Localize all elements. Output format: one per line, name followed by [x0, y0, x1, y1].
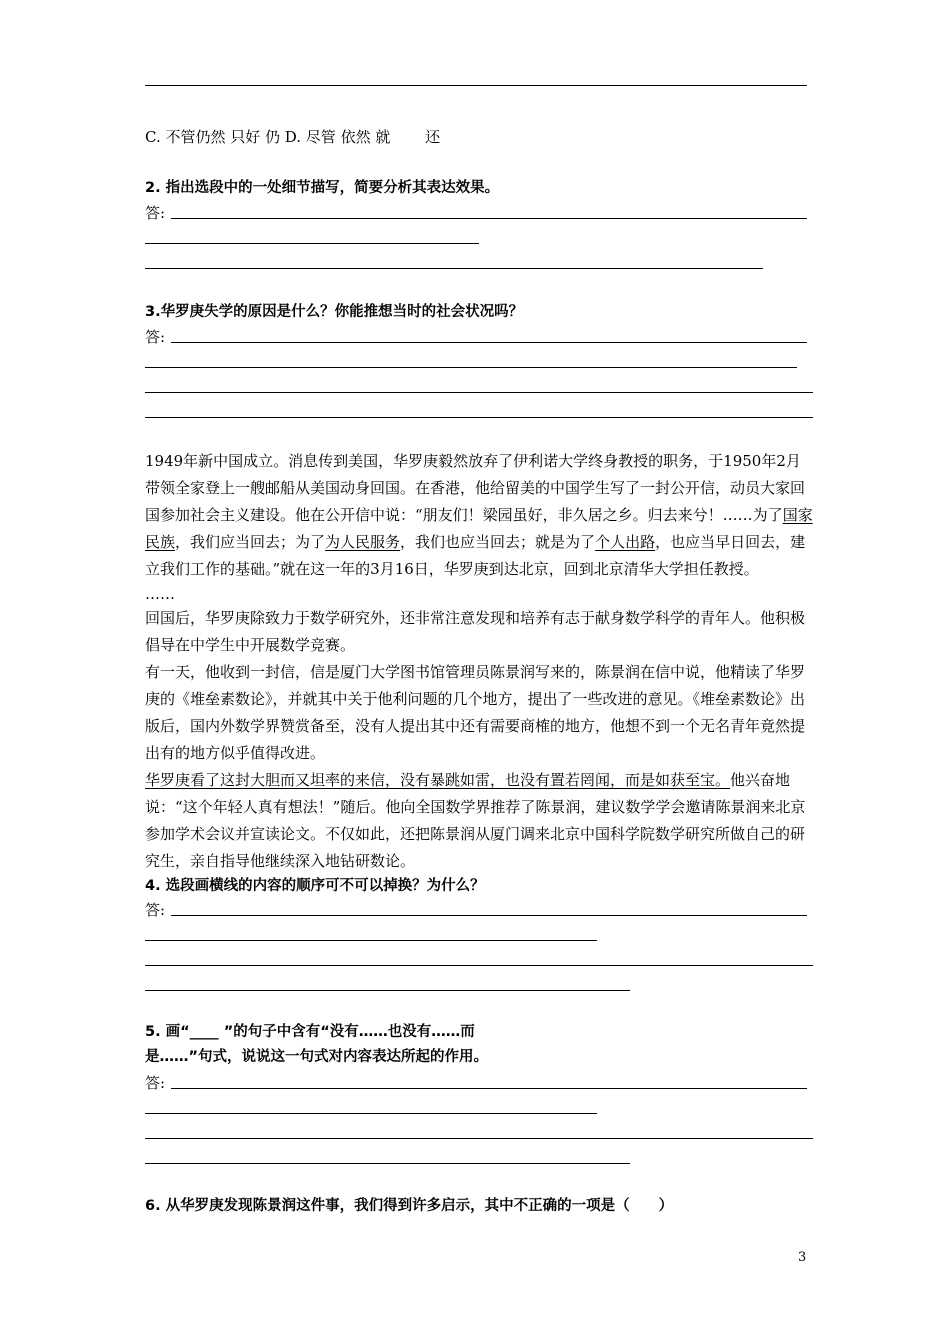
reading-passage — [145, 448, 815, 875]
passage-paragraph-4: 华罗庚看了这封大胆而又坦率的来信，没有暴跳如雷，也没有置若罔闻，而是如获至宝。他兴奋地说：“这个年轻人真有想法！”随后。他向全国数学界推荐了陈景润，建议数学学会邀请陈景润来北京参加学术会议并宣读论文。不仅如此，还把陈景润从厦门调来北京中国科学院数学研究所做自己的研究生，亲自指导他继续深入地钻研数论。 — [145, 771, 806, 870]
answer-line[interactable] — [145, 417, 813, 418]
answer-line[interactable] — [171, 342, 807, 343]
answer-label-q2: 答: — [145, 204, 166, 222]
answer-line[interactable] — [171, 1088, 807, 1089]
answer-line[interactable] — [145, 1138, 813, 1139]
underlined-phrase: 个人出路 — [595, 533, 656, 551]
passage-paragraph-1: 1949年新中国成立。消息传到美国，华罗庚毅然放弃了伊利诺大学终身教授的职务，于1950年2月带领全家登上一艘邮船从美国动身回国。在香港，他给留美的中国学生写了一封公开信，动员大家回国参加社会主义建设。他在公开信中说：“朋友们！梁园虽好，非久居之乡。归去来兮！……为了国家民族，我们应当回去；为了为人民服务，我们也应当回去；就是为了个人出路，也应当早日回去，建立我们工作的基础。”就在这一年的3月16日，华罗庚到达北京，回到北京清华大学担任教授。 — [145, 452, 813, 578]
answer-line[interactable] — [145, 1113, 597, 1114]
answer-label-q3: 答: — [145, 328, 166, 346]
answer-line[interactable] — [145, 990, 630, 991]
underlined-phrase: 为人民服务 — [325, 533, 401, 551]
underlined-sentence: 华罗庚看了这封大胆而又坦率的来信，没有暴跳如雷，也没有置若罔闻，而是如获至宝。 — [145, 771, 731, 789]
passage-paragraph-3: 有一天，他收到一封信，信是厦门大学图书馆管理员陈景润写来的，陈景润在信中说，他精读了华罗庚的《堆垒素数论》，并就其中关于他利问题的几个地方，提出了一些改进的意见。《堆垒素数论》出版后，国内外数学界赞赏备至，没有人提出其中还有需要商榷的地方，他想不到一个无名青年竟然提出有的地方似乎值得改进。 — [145, 663, 806, 762]
top-divider — [145, 85, 807, 86]
question-6: 6. 从华罗庚发现陈景润这件事，我们得到许多启示，其中不正确的一项是（ ） — [145, 1198, 674, 1214]
answer-line[interactable] — [171, 915, 807, 916]
answer-line[interactable] — [145, 268, 763, 269]
underlined-phrase: 国家民族 — [145, 506, 813, 551]
question-2: 2. 指出选段中的一处细节描写，简要分析其表达效果。 — [145, 180, 500, 196]
passage-paragraph-2: 回国后，华罗庚除致力于数学研究外，还非常注意发现和培养有志于献身数学科学的青年人。他积极倡导在中学生中开展数学竞赛。 — [145, 609, 806, 654]
answer-line[interactable] — [171, 218, 807, 219]
answer-line[interactable] — [145, 940, 597, 941]
passage-ellipsis: …… — [145, 585, 175, 603]
page-number: 3 — [798, 1250, 807, 1265]
answer-line[interactable] — [145, 392, 813, 393]
answer-line[interactable] — [145, 243, 479, 244]
answer-label-q5: 答: — [145, 1074, 166, 1092]
answer-line[interactable] — [145, 965, 813, 966]
question-3: 3.华罗庚失学的原因是什么？你能推想当时的社会状况吗？ — [145, 304, 524, 320]
answer-label-q4: 答: — [145, 901, 166, 919]
answer-line[interactable] — [145, 367, 797, 368]
question-5-line-2: 是……”句式，说说这一句式对内容表达所起的作用。 — [145, 1049, 489, 1065]
question-4: 4. 选段画横线的内容的顺序可不可以掉换？为什么？ — [145, 878, 485, 894]
option-cd-line: C. 不管仍然 只好 仍 D. 尽管 依然 就 还 — [145, 128, 441, 146]
answer-line[interactable] — [145, 1163, 630, 1164]
question-5-line-1: 5. 画“____ ”的句子中含有“没有……也没有……而 — [145, 1024, 475, 1040]
